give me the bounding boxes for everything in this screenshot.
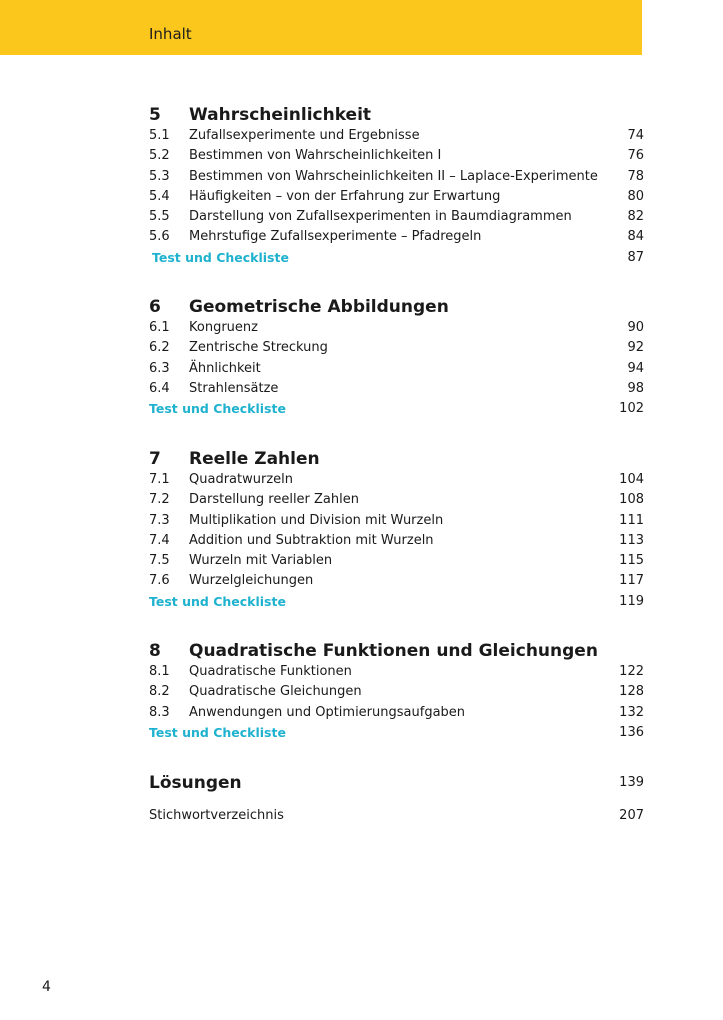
section-page: 94 <box>627 360 644 376</box>
section-title: Addition und Subtraktion mit Wurzeln <box>189 532 434 548</box>
test-checklist-row[interactable] <box>149 248 644 268</box>
section-number: 7.5 <box>149 553 170 569</box>
section-title: Ähnlichkeit <box>189 360 261 376</box>
section-number: 5.3 <box>149 168 170 184</box>
chapter-7 <box>149 448 644 612</box>
section-number: 7.2 <box>149 492 170 508</box>
section-page: 111 <box>619 512 644 528</box>
toc-row[interactable] <box>149 167 644 187</box>
chapter-heading[interactable] <box>149 296 644 318</box>
test-checklist-link[interactable]: Test und Checkliste <box>149 401 286 417</box>
section-number: 6.1 <box>149 320 170 335</box>
section-title: Bestimmen von Wahrscheinlichkeiten I <box>189 148 442 164</box>
section-page: 76 <box>627 148 644 164</box>
section-title: Multiplikation und Division mit Wurzeln <box>189 512 444 528</box>
toc-row[interactable] <box>149 359 644 379</box>
chapter-heading[interactable] <box>149 448 644 470</box>
test-checklist-link[interactable]: Test und Checkliste <box>149 593 286 609</box>
page-number: 4 <box>42 979 51 995</box>
toc-row[interactable] <box>149 703 644 723</box>
loesungen-page: 139 <box>619 775 644 790</box>
index-page: 207 <box>619 808 644 823</box>
section-title: Darstellung reeller Zahlen <box>189 492 359 508</box>
toc-row[interactable] <box>149 146 644 166</box>
toc-row[interactable] <box>149 490 644 510</box>
loesungen-title: Lösungen <box>149 773 242 793</box>
chapter-number: 5 <box>149 105 161 125</box>
section-number: 5.5 <box>149 209 170 225</box>
section-page: 115 <box>619 553 644 569</box>
chapter-8 <box>149 640 644 743</box>
section-number: 5.2 <box>149 148 170 164</box>
chapter-title: Quadratische Funktionen und Gleichungen <box>189 641 598 661</box>
section-title: Zufallsexperimente und Ergebnisse <box>189 128 420 143</box>
section-title: Bestimmen von Wahrscheinlichkeiten II – Laplace-Experimente <box>189 168 598 184</box>
toc-row[interactable] <box>149 379 644 399</box>
section-number: 8.2 <box>149 684 170 700</box>
toc-row[interactable] <box>149 511 644 531</box>
chapter-number: 8 <box>149 641 161 661</box>
section-title: Häufigkeiten – von der Erfahrung zur Erwartung <box>189 188 501 204</box>
toc-row[interactable] <box>149 662 644 682</box>
section-number: 5.4 <box>149 188 170 204</box>
test-checklist-row[interactable] <box>149 592 644 612</box>
test-checklist-link[interactable]: Test und Checkliste <box>152 249 289 265</box>
toc-row[interactable] <box>149 187 644 207</box>
chapter-number: 7 <box>149 449 161 469</box>
section-page: 80 <box>627 188 644 204</box>
header-band <box>0 0 642 55</box>
toc-row[interactable] <box>149 470 644 490</box>
test-checklist-link[interactable]: Test und Checkliste <box>149 724 286 740</box>
toc-row[interactable] <box>149 318 644 338</box>
section-page: 92 <box>627 340 644 356</box>
section-number: 6.3 <box>149 360 170 376</box>
section-page: 87 <box>627 249 644 265</box>
section-page: 82 <box>627 209 644 225</box>
toc-row[interactable] <box>149 531 644 551</box>
section-number: 5.1 <box>149 128 170 143</box>
test-checklist-row[interactable] <box>149 723 644 743</box>
section-page: 74 <box>627 128 644 143</box>
section-title: Zentrische Streckung <box>189 340 328 356</box>
section-page: 108 <box>619 492 644 508</box>
section-page: 117 <box>619 573 644 589</box>
section-title: Quadratwurzeln <box>189 472 293 487</box>
chapter-number: 6 <box>149 297 161 317</box>
section-page: 98 <box>627 380 644 396</box>
section-page: 136 <box>619 724 644 740</box>
section-number: 7.6 <box>149 573 170 589</box>
chapter-6 <box>149 296 644 419</box>
chapter-heading[interactable] <box>149 104 644 126</box>
chapter-5 <box>149 104 644 268</box>
section-title: Wurzeln mit Variablen <box>189 553 333 569</box>
section-number: 6.4 <box>149 380 170 396</box>
section-page: 84 <box>627 229 644 245</box>
section-page: 119 <box>619 593 644 609</box>
section-title: Mehrstufige Zufallsexperimente – Pfadregeln <box>189 229 482 245</box>
section-number: 5.6 <box>149 229 170 245</box>
toc-row[interactable] <box>149 227 644 247</box>
index-title: Stichwortverzeichnis <box>149 808 284 823</box>
test-checklist-row[interactable] <box>149 399 644 419</box>
section-number: 7.1 <box>149 472 170 487</box>
section-number: 7.3 <box>149 512 170 528</box>
toc-row[interactable] <box>149 126 644 146</box>
section-title: Strahlensätze <box>189 380 279 396</box>
section-number: 8.3 <box>149 704 170 720</box>
section-title: Anwendungen und Optimierungsaufgaben <box>189 704 466 720</box>
section-page: 102 <box>619 401 644 417</box>
section-title: Darstellung von Zufallsexperimenten in Baumdiagrammen <box>189 209 572 225</box>
chapter-heading[interactable] <box>149 640 644 662</box>
toc-row[interactable] <box>149 551 644 571</box>
toc-row[interactable] <box>149 682 644 702</box>
section-page: 132 <box>619 704 644 720</box>
section-title: Quadratische Funktionen <box>189 664 352 679</box>
section-page: 104 <box>619 472 644 487</box>
section-number: 7.4 <box>149 532 170 548</box>
chapter-title: Wahrscheinlichkeit <box>189 105 372 125</box>
section-title: Wurzelgleichungen <box>189 573 314 589</box>
toc-row[interactable] <box>149 571 644 591</box>
header-title: Inhalt <box>149 25 192 43</box>
section-title: Quadratische Gleichungen <box>189 684 362 700</box>
section-page: 113 <box>619 532 644 548</box>
chapter-title: Geometrische Abbildungen <box>189 297 449 317</box>
chapter-title: Reelle Zahlen <box>189 449 320 469</box>
toc-row[interactable] <box>149 207 644 227</box>
section-title: Kongruenz <box>189 320 258 335</box>
section-page: 90 <box>627 320 644 335</box>
section-number: 8.1 <box>149 664 170 679</box>
loesungen-row[interactable] <box>149 772 644 796</box>
section-number: 6.2 <box>149 340 170 356</box>
index-row[interactable] <box>149 806 644 826</box>
section-page: 78 <box>627 168 644 184</box>
section-page: 128 <box>619 684 644 700</box>
toc-row[interactable] <box>149 338 644 358</box>
section-page: 122 <box>619 664 644 679</box>
